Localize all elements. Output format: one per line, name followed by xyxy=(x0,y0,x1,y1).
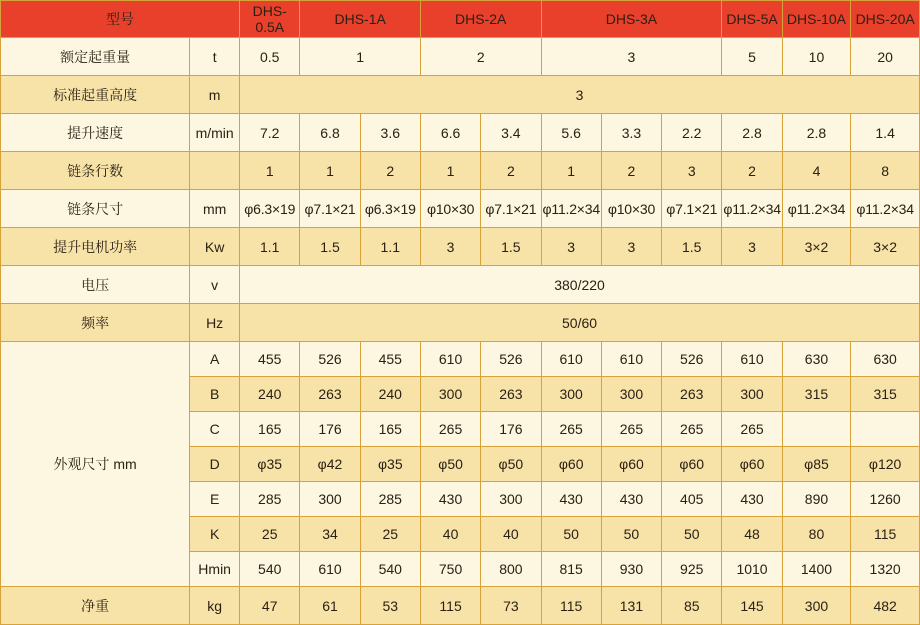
cell-value: φ10×30 xyxy=(601,190,661,228)
cell-value: 610 xyxy=(420,342,480,377)
cell-value: 300 xyxy=(601,377,661,412)
cell-value: 1 xyxy=(420,152,480,190)
cell-value: 1.5 xyxy=(300,228,360,266)
cell-value: 1.1 xyxy=(240,228,300,266)
header-col-dhs05a: DHS-0.5A xyxy=(240,1,300,38)
cell-value: 5.6 xyxy=(541,114,601,152)
cell-value: 265 xyxy=(601,412,661,447)
cell-value: 10 xyxy=(782,38,851,76)
cell-value: 1260 xyxy=(851,482,920,517)
cell-value: 50 xyxy=(662,517,722,552)
cell-value: 930 xyxy=(601,552,661,587)
cell-value: φ35 xyxy=(240,447,300,482)
dimensions-group-label: 外观尺寸 mm xyxy=(1,342,190,587)
cell-value: 925 xyxy=(662,552,722,587)
cell-value: 115 xyxy=(851,517,920,552)
row-unit-chain-rows xyxy=(190,152,240,190)
cell-value: 3 xyxy=(541,228,601,266)
cell-value: 1320 xyxy=(851,552,920,587)
cell-value: 815 xyxy=(541,552,601,587)
cell-value: 25 xyxy=(240,517,300,552)
cell-value: 1 xyxy=(541,152,601,190)
cell-value: 40 xyxy=(481,517,541,552)
cell-value: 1.1 xyxy=(360,228,420,266)
cell-value: φ60 xyxy=(541,447,601,482)
cell-value: 430 xyxy=(722,482,782,517)
cell-value: 540 xyxy=(240,552,300,587)
cell-value: 300 xyxy=(541,377,601,412)
cell-value: φ11.2×34 xyxy=(722,190,782,228)
cell-value: 405 xyxy=(662,482,722,517)
cell-value: 2.2 xyxy=(662,114,722,152)
cell-value: φ120 xyxy=(851,447,920,482)
cell-value: 8 xyxy=(851,152,920,190)
cell-value: 25 xyxy=(360,517,420,552)
cell-value: 285 xyxy=(240,482,300,517)
cell-value: 80 xyxy=(782,517,851,552)
table-header-row xyxy=(1,1,920,38)
cell-value: 430 xyxy=(601,482,661,517)
cell-value: 40 xyxy=(420,517,480,552)
dimension-key: A xyxy=(190,342,240,377)
cell-value: 300 xyxy=(722,377,782,412)
row-unit-standard-lift-height: m xyxy=(190,76,240,114)
cell-value: 2 xyxy=(481,152,541,190)
cell-value: 3.3 xyxy=(601,114,661,152)
cell-value: 47 xyxy=(240,587,300,625)
cell-value: 6.8 xyxy=(300,114,360,152)
cell-value: 263 xyxy=(481,377,541,412)
table-row-chain-rows xyxy=(1,152,920,190)
header-col-dhs1a: DHS-1A xyxy=(300,1,421,38)
row-unit-motor-power: Kw xyxy=(190,228,240,266)
row-unit-lifting-speed: m/min xyxy=(190,114,240,152)
cell-value-span: 380/220 xyxy=(240,266,920,304)
cell-value: 300 xyxy=(420,377,480,412)
row-unit-net-weight: kg xyxy=(190,587,240,625)
cell-value: 2 xyxy=(722,152,782,190)
table-row-lifting-speed xyxy=(1,114,920,152)
cell-value: φ11.2×34 xyxy=(782,190,851,228)
row-unit-rated-capacity: t xyxy=(190,38,240,76)
cell-value: 800 xyxy=(481,552,541,587)
cell-value: 610 xyxy=(722,342,782,377)
cell-value: 2 xyxy=(420,38,541,76)
cell-value: 3 xyxy=(662,152,722,190)
cell-value: 263 xyxy=(300,377,360,412)
table-row-chain-size xyxy=(1,190,920,228)
table-row-standard-lift-height xyxy=(1,76,920,114)
cell-value: 50 xyxy=(541,517,601,552)
cell-value: 265 xyxy=(420,412,480,447)
cell-value: 3 xyxy=(722,228,782,266)
dimension-key: E xyxy=(190,482,240,517)
cell-value: 131 xyxy=(601,587,661,625)
row-label-frequency: 频率 xyxy=(1,304,190,342)
row-unit-frequency: Hz xyxy=(190,304,240,342)
cell-value: 300 xyxy=(300,482,360,517)
cell-value: 482 xyxy=(851,587,920,625)
cell-value: 240 xyxy=(360,377,420,412)
cell-value: 2.8 xyxy=(722,114,782,152)
cell-value: φ6.3×19 xyxy=(240,190,300,228)
cell-value: 176 xyxy=(481,412,541,447)
cell-value: 115 xyxy=(420,587,480,625)
cell-value: 20 xyxy=(851,38,920,76)
cell-value: 2 xyxy=(360,152,420,190)
cell-value: 3.4 xyxy=(481,114,541,152)
cell-value: 165 xyxy=(240,412,300,447)
cell-value: 1 xyxy=(240,152,300,190)
cell-value: 1.4 xyxy=(851,114,920,152)
header-col-dhs10a: DHS-10A xyxy=(782,1,851,38)
cell-value: 61 xyxy=(300,587,360,625)
cell-value: 300 xyxy=(481,482,541,517)
cell-value: 3.6 xyxy=(360,114,420,152)
cell-value: 300 xyxy=(782,587,851,625)
header-col-dhs20a: DHS-20A xyxy=(851,1,920,38)
cell-value: 430 xyxy=(541,482,601,517)
cell-value: 7.2 xyxy=(240,114,300,152)
cell-value-span: 50/60 xyxy=(240,304,920,342)
header-col-dhs2a: DHS-2A xyxy=(420,1,541,38)
cell-value: 455 xyxy=(240,342,300,377)
cell-value-span: 3 xyxy=(240,76,920,114)
row-unit-chain-size: mm xyxy=(190,190,240,228)
cell-value: 526 xyxy=(300,342,360,377)
row-label-standard-lift-height: 标准起重高度 xyxy=(1,76,190,114)
row-label-lifting-speed: 提升速度 xyxy=(1,114,190,152)
cell-value: φ60 xyxy=(601,447,661,482)
cell-value: φ10×30 xyxy=(420,190,480,228)
cell-value: 540 xyxy=(360,552,420,587)
cell-value: 1400 xyxy=(782,552,851,587)
cell-value: φ50 xyxy=(481,447,541,482)
header-model-label: 型号 xyxy=(1,1,240,38)
dimension-key: Hmin xyxy=(190,552,240,587)
cell-value: φ50 xyxy=(420,447,480,482)
cell-value: 750 xyxy=(420,552,480,587)
cell-value xyxy=(782,412,851,447)
cell-value: φ42 xyxy=(300,447,360,482)
cell-value: 610 xyxy=(601,342,661,377)
cell-value: 53 xyxy=(360,587,420,625)
cell-value: 1.5 xyxy=(481,228,541,266)
cell-value: 240 xyxy=(240,377,300,412)
cell-value: φ60 xyxy=(662,447,722,482)
cell-value: φ7.1×21 xyxy=(662,190,722,228)
cell-value: 2.8 xyxy=(782,114,851,152)
cell-value: 265 xyxy=(662,412,722,447)
cell-value: 315 xyxy=(851,377,920,412)
dimension-key: C xyxy=(190,412,240,447)
row-label-chain-rows: 链条行数 xyxy=(1,152,190,190)
row-label-voltage: 电压 xyxy=(1,266,190,304)
cell-value: 115 xyxy=(541,587,601,625)
cell-value: φ6.3×19 xyxy=(360,190,420,228)
cell-value: 265 xyxy=(722,412,782,447)
cell-value: 176 xyxy=(300,412,360,447)
cell-value: 526 xyxy=(481,342,541,377)
cell-value: 145 xyxy=(722,587,782,625)
cell-value: 630 xyxy=(782,342,851,377)
row-unit-voltage: v xyxy=(190,266,240,304)
cell-value: 430 xyxy=(420,482,480,517)
cell-value xyxy=(851,412,920,447)
table-row-motor-power xyxy=(1,228,920,266)
cell-value: 1 xyxy=(300,38,421,76)
cell-value: 265 xyxy=(541,412,601,447)
cell-value: 5 xyxy=(722,38,782,76)
cell-value: 3×2 xyxy=(851,228,920,266)
table-row-rated-capacity xyxy=(1,38,920,76)
cell-value: 526 xyxy=(662,342,722,377)
cell-value: 610 xyxy=(541,342,601,377)
cell-value: 1010 xyxy=(722,552,782,587)
cell-value: φ7.1×21 xyxy=(300,190,360,228)
cell-value: φ11.2×34 xyxy=(851,190,920,228)
cell-value: 3×2 xyxy=(782,228,851,266)
cell-value: 0.5 xyxy=(240,38,300,76)
cell-value: φ11.2×34 xyxy=(541,190,601,228)
cell-value: 315 xyxy=(782,377,851,412)
cell-value: 6.6 xyxy=(420,114,480,152)
row-label-rated-capacity: 额定起重量 xyxy=(1,38,190,76)
dimension-key: K xyxy=(190,517,240,552)
dimension-key: B xyxy=(190,377,240,412)
cell-value: φ7.1×21 xyxy=(481,190,541,228)
cell-value: 1.5 xyxy=(662,228,722,266)
cell-value: 4 xyxy=(782,152,851,190)
cell-value: 1 xyxy=(300,152,360,190)
cell-value: 165 xyxy=(360,412,420,447)
cell-value: 3 xyxy=(541,38,722,76)
header-col-dhs5a: DHS-5A xyxy=(722,1,782,38)
row-label-chain-size: 链条尺寸 xyxy=(1,190,190,228)
cell-value: 85 xyxy=(662,587,722,625)
header-col-dhs3a: DHS-3A xyxy=(541,1,722,38)
cell-value: 455 xyxy=(360,342,420,377)
table-row-net-weight xyxy=(1,587,920,625)
table-row-frequency xyxy=(1,304,920,342)
cell-value: 285 xyxy=(360,482,420,517)
row-label-motor-power: 提升电机功率 xyxy=(1,228,190,266)
cell-value: 3 xyxy=(420,228,480,266)
cell-value: 34 xyxy=(300,517,360,552)
cell-value: 2 xyxy=(601,152,661,190)
cell-value: 73 xyxy=(481,587,541,625)
cell-value: 890 xyxy=(782,482,851,517)
cell-value: 50 xyxy=(601,517,661,552)
cell-value: 3 xyxy=(601,228,661,266)
cell-value: 263 xyxy=(662,377,722,412)
cell-value: 48 xyxy=(722,517,782,552)
table-row-voltage xyxy=(1,266,920,304)
cell-value: 610 xyxy=(300,552,360,587)
row-label-net-weight: 净重 xyxy=(1,587,190,625)
cell-value: 630 xyxy=(851,342,920,377)
cell-value: φ35 xyxy=(360,447,420,482)
cell-value: φ85 xyxy=(782,447,851,482)
dimension-key: D xyxy=(190,447,240,482)
cell-value: φ60 xyxy=(722,447,782,482)
dimension-row-a xyxy=(1,342,920,377)
